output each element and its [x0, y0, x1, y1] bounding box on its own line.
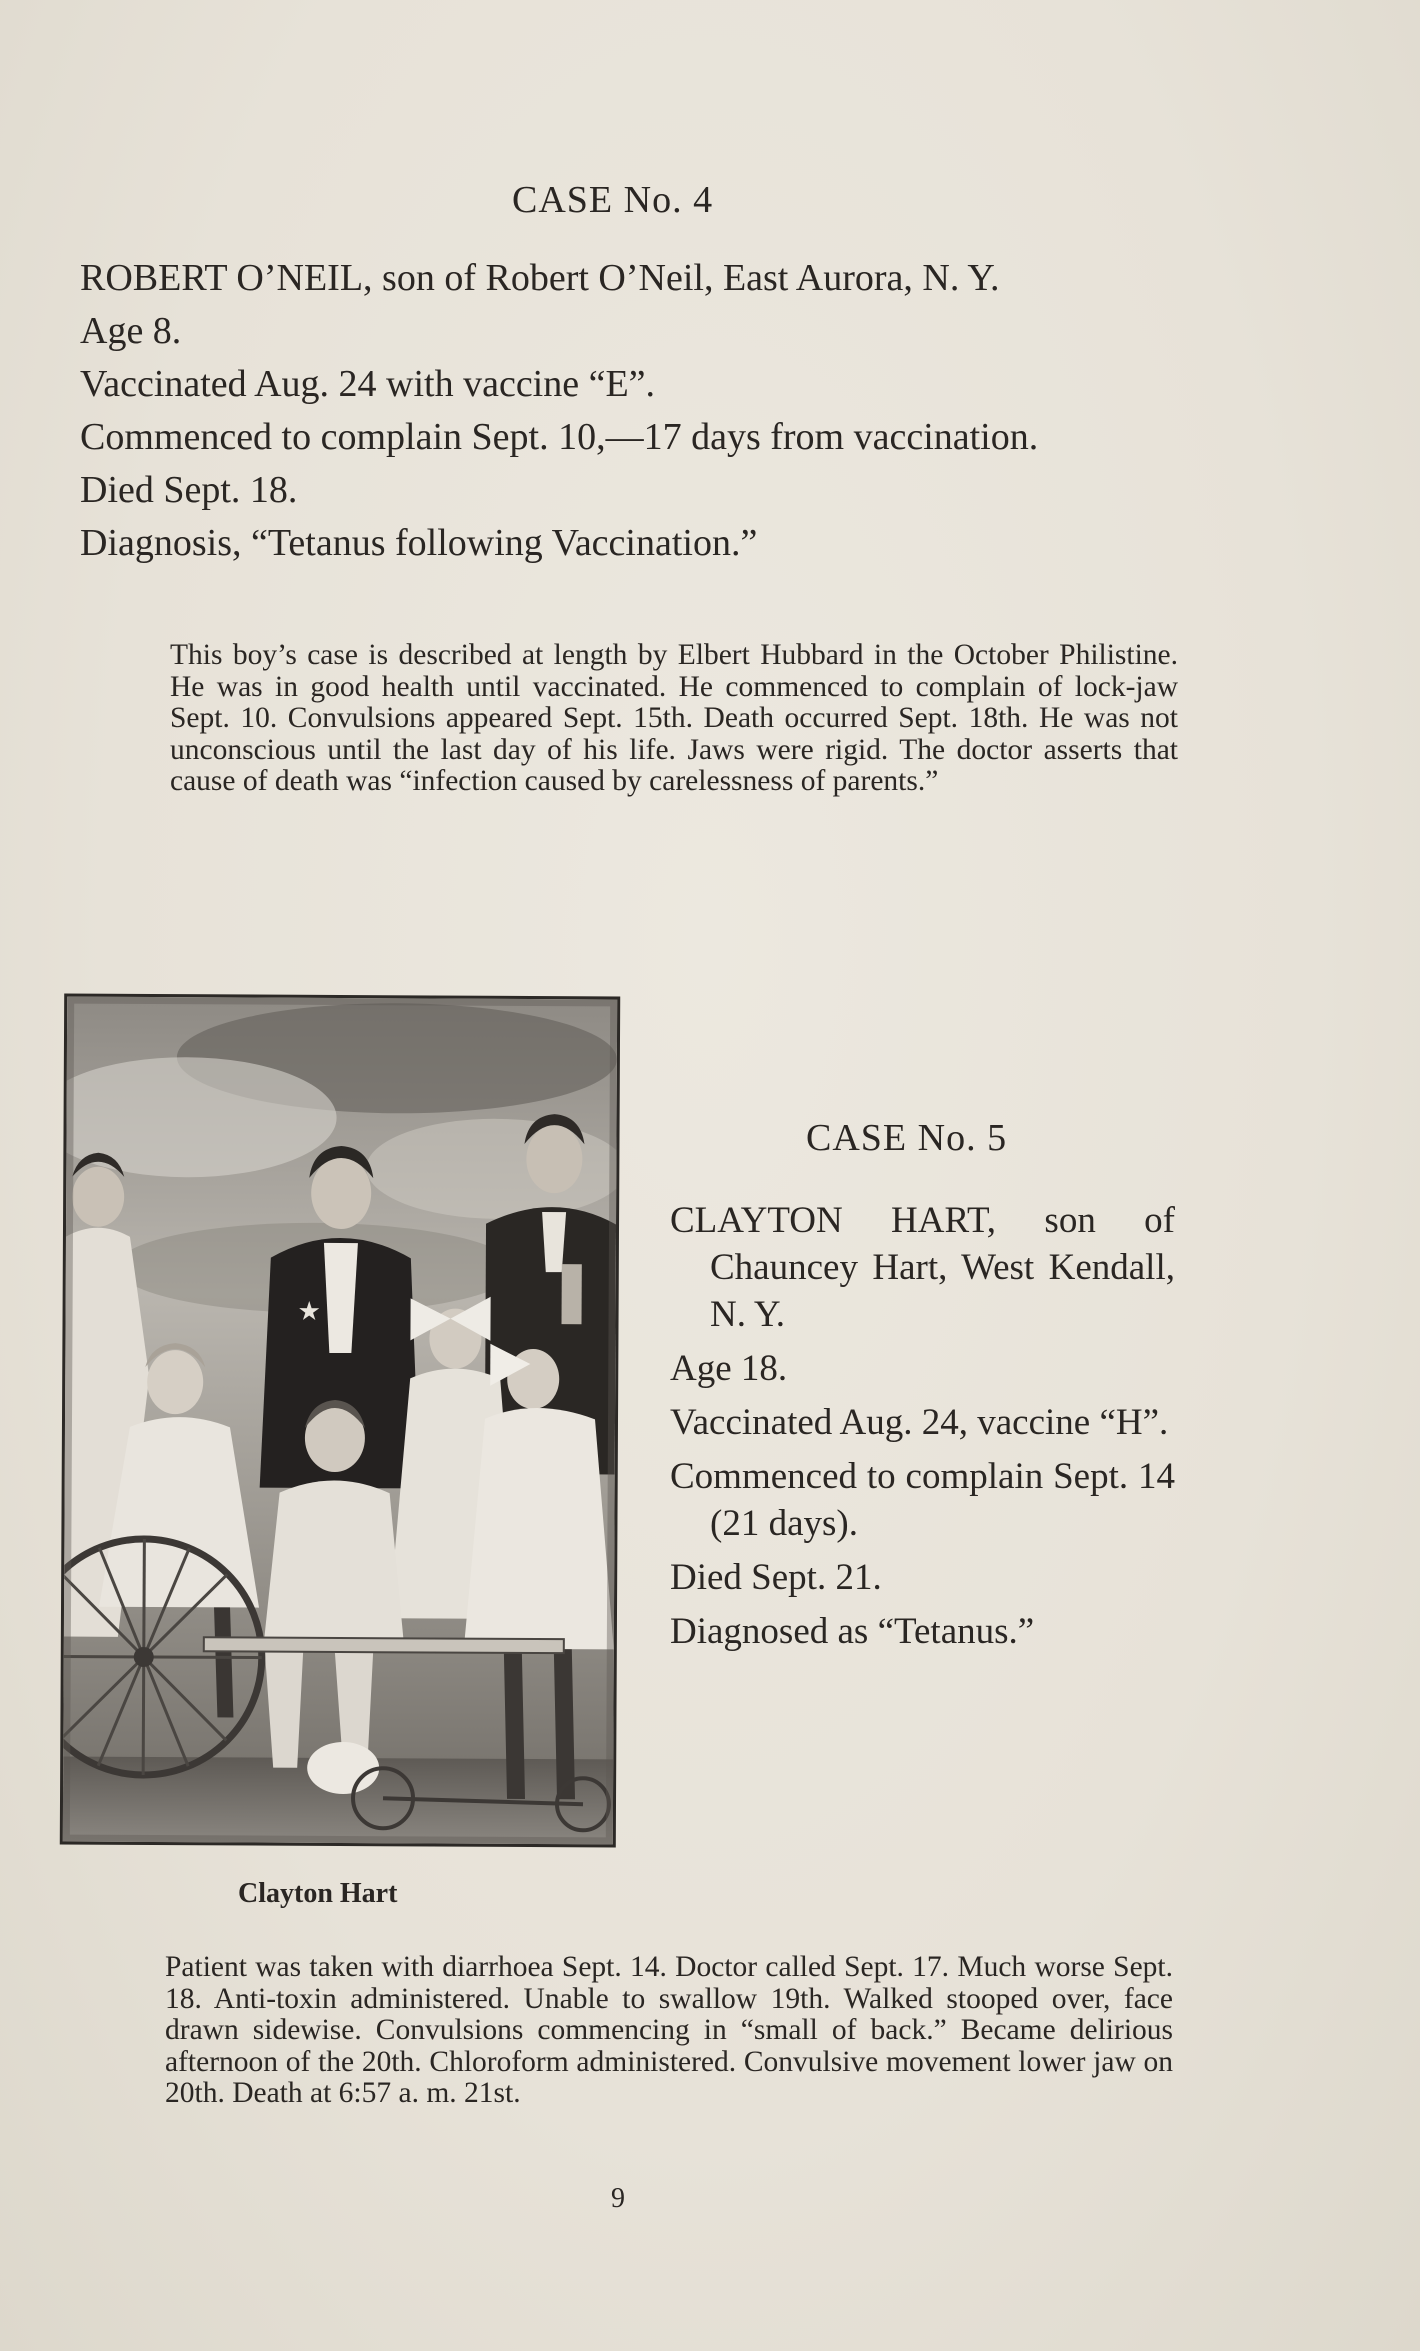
family-photograph: [60, 994, 620, 1848]
family-photograph-image: [63, 997, 617, 1845]
case-5-age: Age 18.: [670, 1348, 788, 1389]
case-4-commenced: Commenced to complain Sept. 10,—17 days from vaccination.: [80, 416, 1039, 458]
page-number: 9: [611, 2183, 625, 2214]
case-4-diagnosis: Diagnosis, “Tetanus following Vaccination.”: [80, 522, 758, 564]
case-4-age: Age 8.: [80, 310, 182, 352]
case-4-description: This boy’s case is described at length by Elbert Hubbard in the October Philistine. He was in good health until vaccinated. He commenced to complain of lock-jaw Sept. 10. Convulsions appeared Sept. 15th. Death occurred Sept. 18th. He was not unconscious until the last day of his life. Jaws were rigid. The doctor asserts that cause of death was “infection caused by carelessness of parents.”: [170, 639, 1178, 797]
case-5-facts: [670, 1197, 1175, 1662]
case-5-description: Patient was taken with diarrhoea Sept. 14. Doctor called Sept. 17. Much worse Sept. 18. Anti-toxin administered. Unable to swallow 19th. Walked stooped over, face drawn sidewise. Convulsions commencing in “small of back.” Became delirious afternoon of the 20th. Chloroform administered. Convulsive movement lower jaw on 20th. Death at 6:57 a. m. 21st.: [165, 1951, 1173, 2109]
case-4-vaccinated: Vaccinated Aug. 24 with vaccine “E”.: [80, 363, 656, 405]
case-4-heading: CASE No. 4: [512, 179, 714, 221]
case-5-died: Died Sept. 21.: [670, 1557, 882, 1598]
case-5-commenced: Commenced to complain Sept. 14 (21 days).: [670, 1456, 1175, 1544]
case-5-heading: CASE No. 5: [806, 1117, 1008, 1159]
svg-text:★: ★: [297, 1296, 321, 1327]
case-4-died: Died Sept. 18.: [80, 469, 298, 511]
case-5-vaccinated: Vaccinated Aug. 24, vaccine “H”.: [670, 1402, 1169, 1443]
case-4-name: ROBERT O’NEIL, son of Robert O’Neil, East Aurora, N. Y.: [80, 257, 1000, 299]
case-5-name: CLAYTON HART, son of Chauncey Hart, West Kendall, N. Y.: [670, 1200, 1175, 1335]
case-4-facts: [80, 255, 1180, 573]
photo-caption: Clayton Hart: [238, 1878, 398, 1909]
case-5-diagnosis: Diagnosed as “Tetanus.”: [670, 1611, 1035, 1652]
